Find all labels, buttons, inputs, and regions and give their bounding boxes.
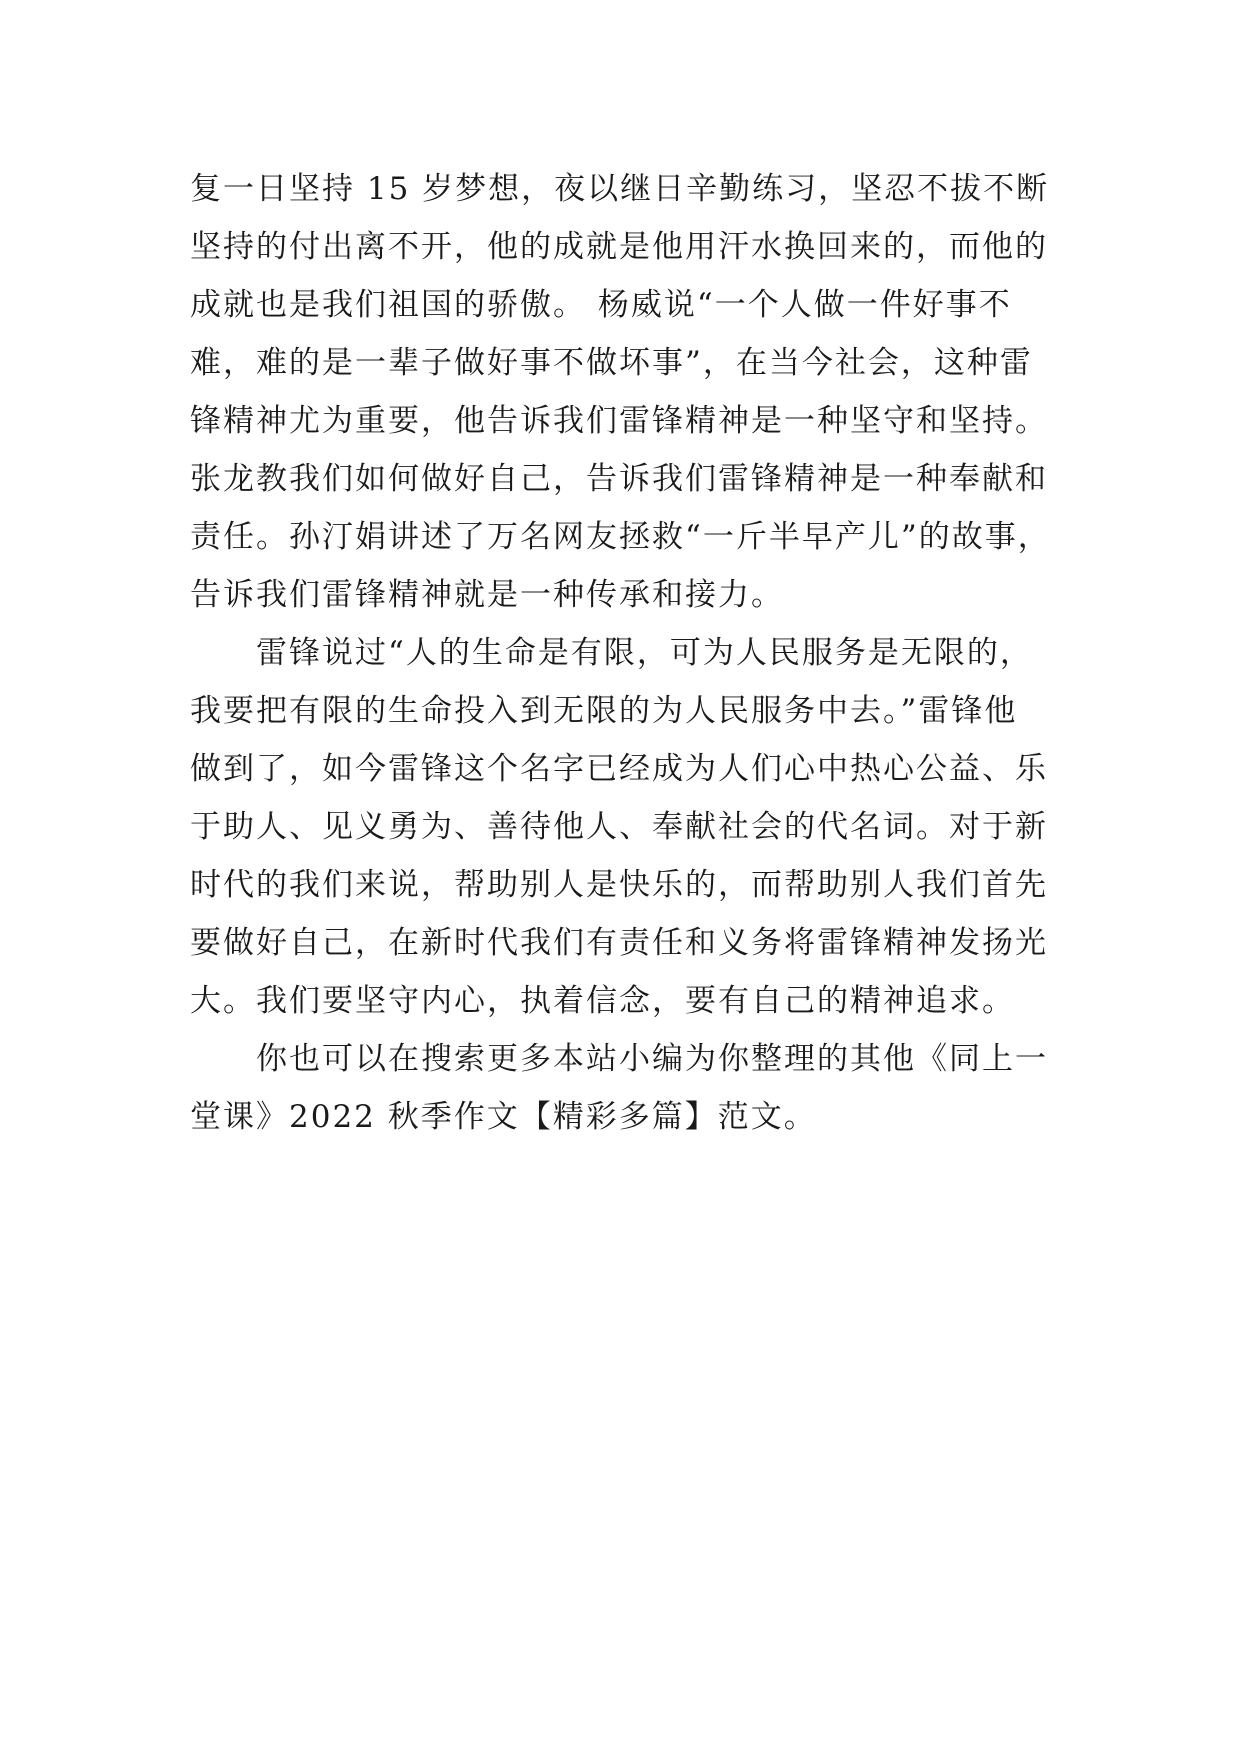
paragraph-line: 张龙教我们如何做好自己，告诉我们雷锋精神是一种奉献和 — [190, 461, 1048, 497]
paragraph-line: 成就也是我们祖国的骄傲。 杨威说“一个人做一件好事不 — [190, 287, 1012, 323]
document-body — [190, 160, 1070, 1146]
paragraph-line: 我要把有限的生命投入到无限的为人民服务中去。”雷锋他 — [190, 693, 1018, 729]
paragraph-line: 要做好自己，在新时代我们有责任和义务将雷锋精神发扬光 — [190, 925, 1048, 961]
paragraph-line-indented: 雷锋说过“人的生命是有限，可为人民服务是无限的， — [256, 635, 1033, 671]
paragraph-line: 难，难的是一辈子做好事不做坏事”，在当今社会，这种雷 — [190, 345, 1033, 381]
paragraph-line: 时代的我们来说，帮助别人是快乐的，而帮助别人我们首先 — [190, 867, 1048, 903]
paragraph-3 — [190, 1030, 1070, 1146]
paragraph-line: 堂课》2022 秋季作文【精彩多篇】范文。 — [190, 1099, 817, 1135]
paragraph-line: 锋精神尤为重要，他告诉我们雷锋精神是一种坚守和坚持。 — [190, 403, 1048, 439]
paragraph-line: 告诉我们雷锋精神就是一种传承和接力。 — [190, 577, 784, 613]
paragraph-line: 复一日坚持 15 岁梦想，夜以继日辛勤练习，坚忍不拔不断 — [190, 171, 1050, 207]
paragraph-line-indented: 你也可以在搜索更多本站小编为你整理的其他《同上一 — [256, 1041, 1048, 1077]
paragraph-line: 于助人、见义勇为、善待他人、奉献社会的代名词。对于新 — [190, 809, 1048, 845]
paragraph-line: 大。我们要坚守内心，执着信念，要有自己的精神追求。 — [190, 983, 1015, 1019]
paragraph-line: 坚持的付出离不开，他的成就是他用汗水换回来的，而他的 — [190, 229, 1048, 265]
paragraph-line: 责任。孙汀娟讲述了万名网友拯救“一斤半早产儿”的故事， — [190, 519, 1051, 555]
paragraph-1 — [190, 160, 1070, 624]
paragraph-line: 做到了，如今雷锋这个名字已经成为人们心中热心公益、乐 — [190, 751, 1048, 787]
paragraph-2 — [190, 624, 1070, 1030]
